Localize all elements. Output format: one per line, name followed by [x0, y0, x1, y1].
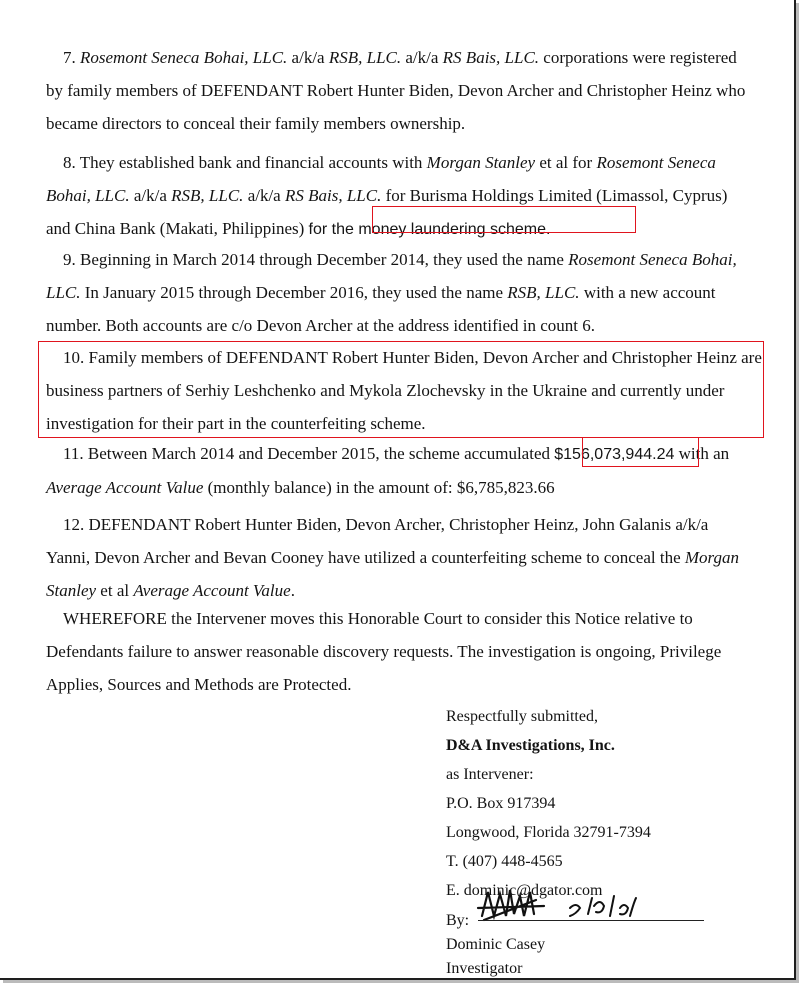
signatory-title: Investigator — [446, 960, 523, 977]
company-name: RSB, LLC. — [507, 283, 580, 302]
aka-text: a/k/a — [287, 48, 329, 67]
signature-phone: T. (407) 448-4565 — [446, 853, 563, 870]
company-name: RS Bais, LLC. — [284, 186, 382, 205]
paragraph-number: 7. — [63, 48, 76, 67]
paragraph-8 — [46, 146, 746, 246]
signature-pobox: P.O. Box 917394 — [446, 795, 556, 812]
paragraph-10 — [46, 341, 762, 440]
signature-line — [478, 920, 704, 921]
signature-city: Longwood, Florida 32791-7394 — [446, 824, 651, 841]
paragraph-text: (monthly balance) in the amount of: $6,785,823.66 — [203, 478, 555, 497]
paragraph-12 — [46, 508, 746, 607]
paragraph-11 — [46, 437, 746, 504]
bank-name: Morgan Stanley — [426, 153, 536, 172]
paragraph-text: 9. Beginning in March 2014 through December 2014, they used the name — [63, 250, 569, 269]
paragraph-text: 10. Family members of DEFENDANT Robert Hunter Biden, Devon Archer and Christopher Heinz are business partners of Serhiy Leshchenko and Mykola Zlochevsky in the Ukraine and currently under investigation for their part in the counterfeiting scheme. — [46, 348, 762, 433]
paragraph-text: WHEREFORE the Intervener moves this Honorable Court to consider this Notice relative to Defendants failure to answer reasonable discovery requests. The investigation is ongoing, Privilege Applies, Sources and Methods are Protected. — [46, 609, 722, 694]
paragraph-text: 11. Between March 2014 and December 2015, the scheme accumulated — [63, 444, 550, 463]
aka-text: a/k/a — [129, 186, 172, 205]
paragraph-text: with an — [674, 444, 730, 463]
paragraph-9 — [46, 243, 746, 342]
paragraph-text: for Burisma Holdings Limited (Limassol, Cyprus) and China Bank (Makati, Philippines) — [46, 186, 728, 238]
paragraph-text: . — [290, 581, 295, 600]
paragraph-text: In January 2015 through December 2016, they used the name — [80, 283, 508, 302]
company-name: RS Bais, LLC. — [442, 48, 540, 67]
paragraph-text: with a new account number. Both accounts are c/o Devon Archer at the address identified in count 6. — [46, 283, 716, 335]
term: Average Account Value — [46, 478, 204, 497]
signature-closing: Respectfully submitted, — [446, 708, 598, 725]
company-name: Rosemont Seneca Bohai, LLC. — [46, 250, 737, 302]
company-name: RSB, LLC. — [328, 48, 402, 67]
paragraph-text: 8. They established bank and financial accounts with — [63, 153, 427, 172]
paragraph-7 — [46, 41, 746, 140]
paragraph-text: et al — [96, 581, 134, 600]
wherefore-paragraph — [46, 602, 758, 701]
signature-role: as Intervener: — [446, 766, 534, 783]
highlighted-phrase: for the money laundering scheme. — [308, 221, 551, 238]
signature-firm — [446, 731, 615, 760]
highlighted-amount: $156,073,944.24 — [554, 446, 675, 463]
company-name: Rosemont Seneca Bohai, LLC. — [46, 153, 716, 205]
bank-name: Morgan Stanley — [46, 548, 740, 600]
company-name: Rosemont Seneca Bohai, LLC. — [80, 48, 288, 67]
signatory-name: Dominic Casey — [446, 936, 546, 953]
paragraph-text: corporations were registered by family members of DEFENDANT Robert Hunter Biden, Devon Archer and Christopher Heinz who became directors to conceal their family members ownership. — [46, 48, 746, 133]
paragraph-text: et al for — [535, 153, 597, 172]
firm-name: D&A Investigations, Inc. — [446, 737, 615, 754]
aka-text: a/k/a — [401, 48, 443, 67]
paragraph-text: 12. DEFENDANT Robert Hunter Biden, Devon Archer, Christopher Heinz, John Galanis a/k/a Yanni, Devon Archer and Bevan Cooney have utilized a counterfeiting scheme to conceal the — [46, 515, 709, 567]
aka-text: a/k/a — [243, 186, 285, 205]
signature-by-label: By: — [446, 912, 470, 929]
company-name: RSB, LLC. — [171, 186, 244, 205]
term: Average Account Value — [133, 581, 291, 600]
signature-email: E. dominic@dgator.com — [446, 882, 603, 899]
